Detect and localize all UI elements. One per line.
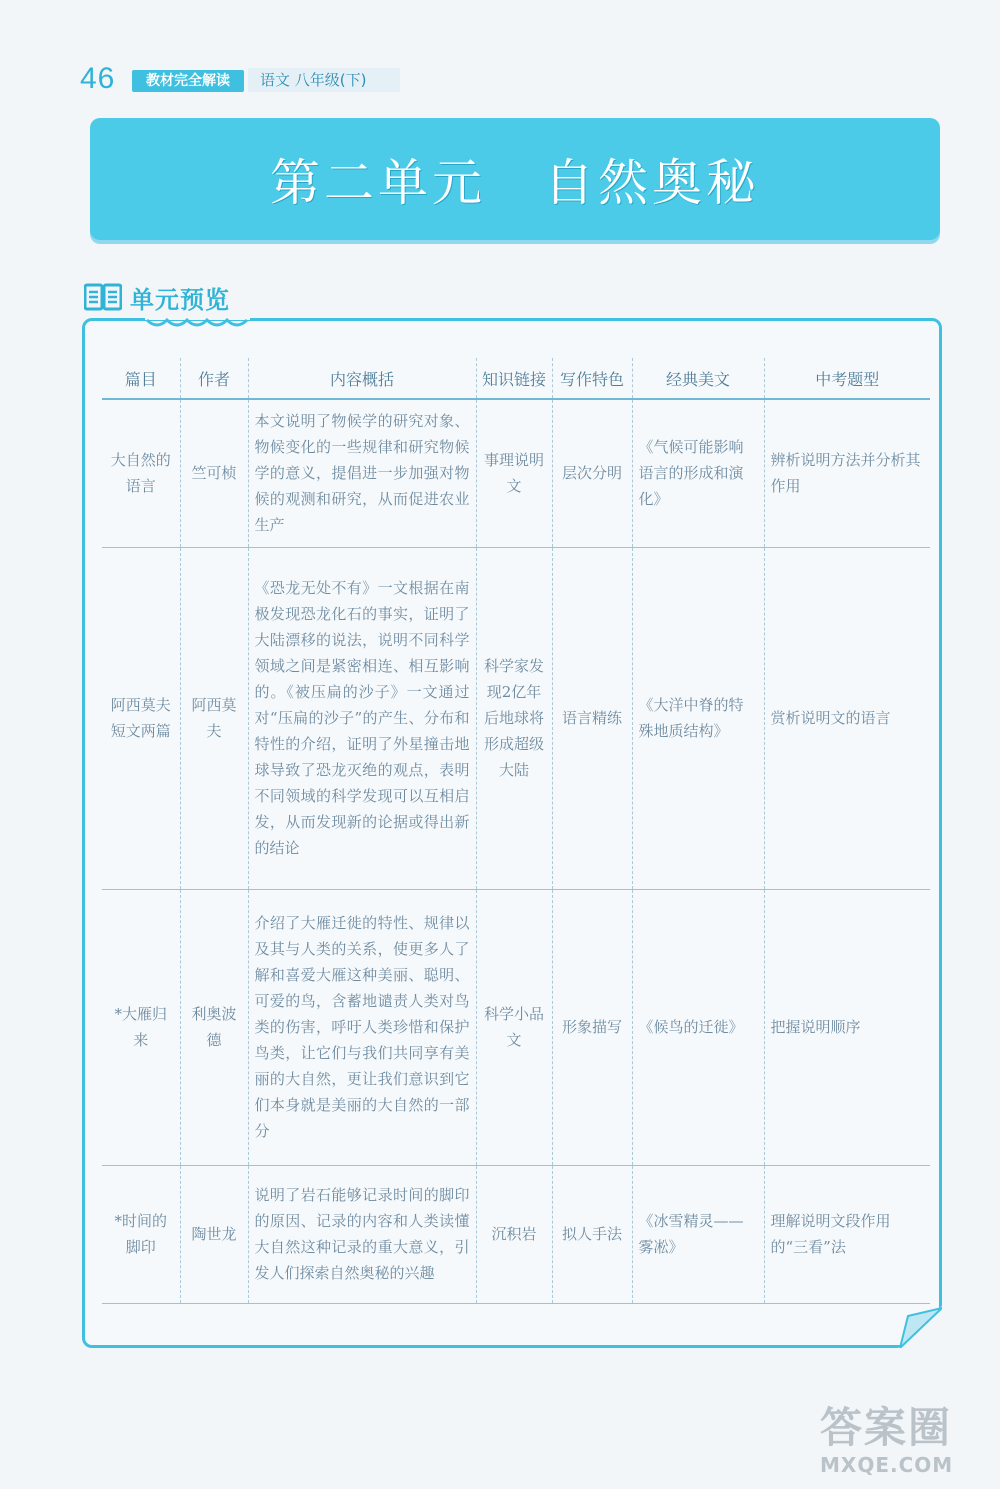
cell-essay: 《冰雪精灵——雾凇》 [632,1165,764,1303]
cell-feature: 层次分明 [552,399,632,547]
cell-title: 阿西莫夫短文两篇 [102,547,180,889]
cell-author: 阿西莫夫 [180,547,248,889]
section-header [84,280,230,314]
cell-exam: 赏析说明文的语言 [764,547,930,889]
cell-link: 事理说明文 [476,399,552,547]
cell-summary: 介绍了大雁迁徙的特性、规律以及其与人类的关系，使更多人了解和喜爱大雁这种美丽、聪明、可爱的鸟，含蓄地谴责人类对鸟类的伤害，呼吁人类珍惜和保护鸟类，让它们与我们共同享有美丽的大自然，更让我们意识到它们本身就是美丽的大自然的一部分 [248,889,476,1165]
cell-author: 陶世龙 [180,1165,248,1303]
wave-decoration [145,314,250,330]
cell-title: 大自然的语言 [102,399,180,547]
cell-title: *时间的脚印 [102,1165,180,1303]
column-header: 作者 [180,358,248,399]
table-header-row [102,358,930,399]
cell-author: 利奥波德 [180,889,248,1165]
table-row [102,547,930,889]
column-header: 篇目 [102,358,180,399]
cell-essay: 《气候可能影响语言的形成和演化》 [632,399,764,547]
cell-exam: 把握说明顺序 [764,889,930,1165]
page-number: 46 [80,62,116,95]
column-header: 中考题型 [764,358,930,399]
watermark [820,1395,990,1475]
cell-summary: 《恐龙无处不有》一文根据在南极发现恐龙化石的事实，证明了大陆漂移的说法，说明不同科学领域之间是紧密相连、相互影响的。《被压扁的沙子》一文通过对“压扁的沙子”的产生、分布和特性的介绍，证明了外星撞击地球导致了恐龙灭绝的观点，表明不同领域的科学发现可以互相启发，从而发现新的论据或得出新的结论 [248,547,476,889]
unit-title [270,143,760,215]
cell-author: 竺可桢 [180,399,248,547]
watermark-url: MXQE.COM [820,1453,954,1477]
cell-feature: 拟人手法 [552,1165,632,1303]
series-badge: 教材完全解读 [132,70,244,92]
watermark-main: 答案圈 [820,1403,953,1452]
open-book-icon [84,282,122,312]
cell-summary: 说明了岩石能够记录时间的脚印的原因、记录的内容和人类读懂大自然这种记录的重大意义，引发人们探索自然奥秘的兴趣 [248,1165,476,1303]
column-header: 内容概括 [248,358,476,399]
table-row [102,889,930,1165]
column-header: 知识链接 [476,358,552,399]
book-info: 语文 八年级(下) [248,68,400,92]
cell-feature: 语言精练 [552,547,632,889]
unit-number: 第二单元 [270,154,486,212]
unit-banner [90,118,940,240]
table-row [102,399,930,547]
cell-title: *大雁归来 [102,889,180,1165]
cell-link: 科学家发现2亿年后地球将形成超级大陆 [476,547,552,889]
page-curl-decoration [898,1306,942,1348]
cell-essay: 《大洋中脊的特殊地质结构》 [632,547,764,889]
cell-essay: 《候鸟的迁徙》 [632,889,764,1165]
unit-preview-table [102,358,930,1304]
section-title: 单元预览 [130,285,230,314]
column-header: 经典美文 [632,358,764,399]
cell-feature: 形象描写 [552,889,632,1165]
cell-summary: 本文说明了物候学的研究对象、物候变化的一些规律和研究物候学的意义，提倡进一步加强对物候的观测和研究，从而促进农业生产 [248,399,476,547]
cell-link: 科学小品文 [476,889,552,1165]
cell-link: 沉积岩 [476,1165,552,1303]
cell-exam: 辨析说明方法并分析其作用 [764,399,930,547]
table-row [102,1165,930,1303]
column-header: 写作特色 [552,358,632,399]
unit-theme: 自然奥秘 [544,154,760,212]
cell-exam: 理解说明文段作用的“三看”法 [764,1165,930,1303]
